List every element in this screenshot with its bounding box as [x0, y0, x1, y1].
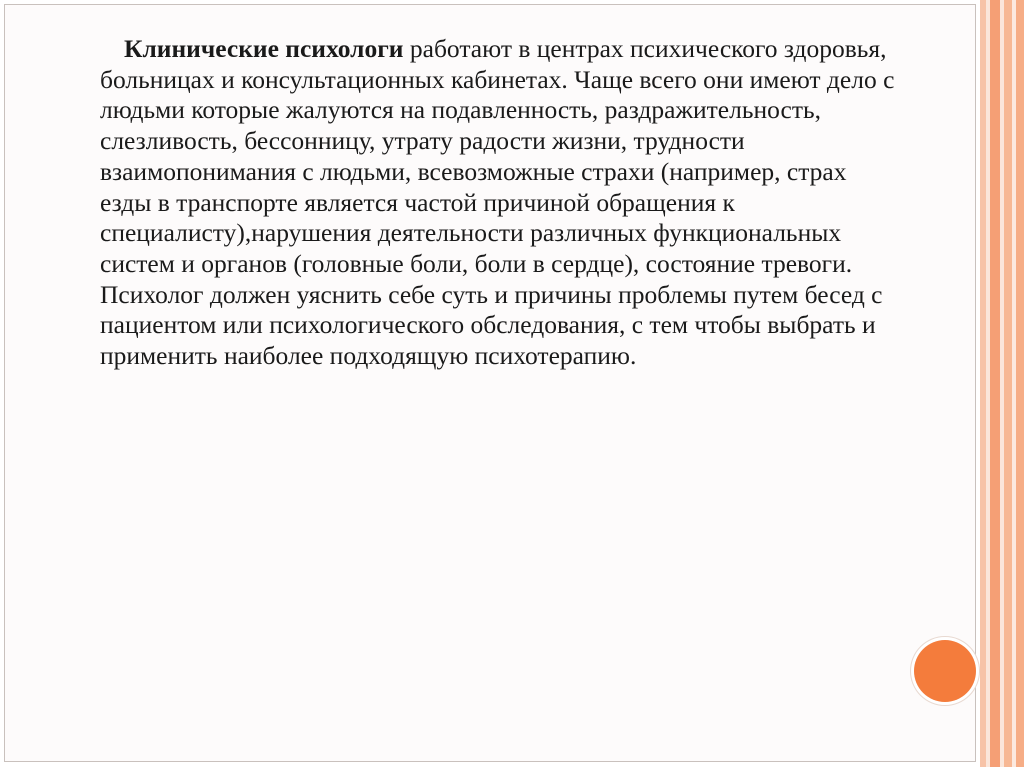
orange-circle-decoration — [914, 640, 976, 702]
decorative-stripe — [1004, 0, 1012, 767]
paragraph-lead: Клинические психологи — [124, 34, 404, 63]
body-paragraph — [100, 34, 900, 372]
paragraph-body: работают в центрах психического здоровья, больницах и консультационных кабинетах. Чаще всего они имеют дело с людьми которые жалуются на подавленность, раздражительность, слезливость, бессонницу, утрату радости жизни, трудности взаимопонимания с людьми, всевозможные страхи (например, страх езды в транспорте является частой причиной обращения к специалисту),нарушения деятельности различных функциональных систем и органов (головные боли, боли в сердце), состояние тревоги. Психолог должен уяснить себе суть и причины проблемы путем бесед с пациентом или психологического обследования, с тем чтобы выбрать и применить наиболее подходящую психотерапию. — [100, 34, 895, 371]
decorative-stripe — [990, 0, 1000, 767]
decorative-stripe — [1016, 0, 1024, 767]
